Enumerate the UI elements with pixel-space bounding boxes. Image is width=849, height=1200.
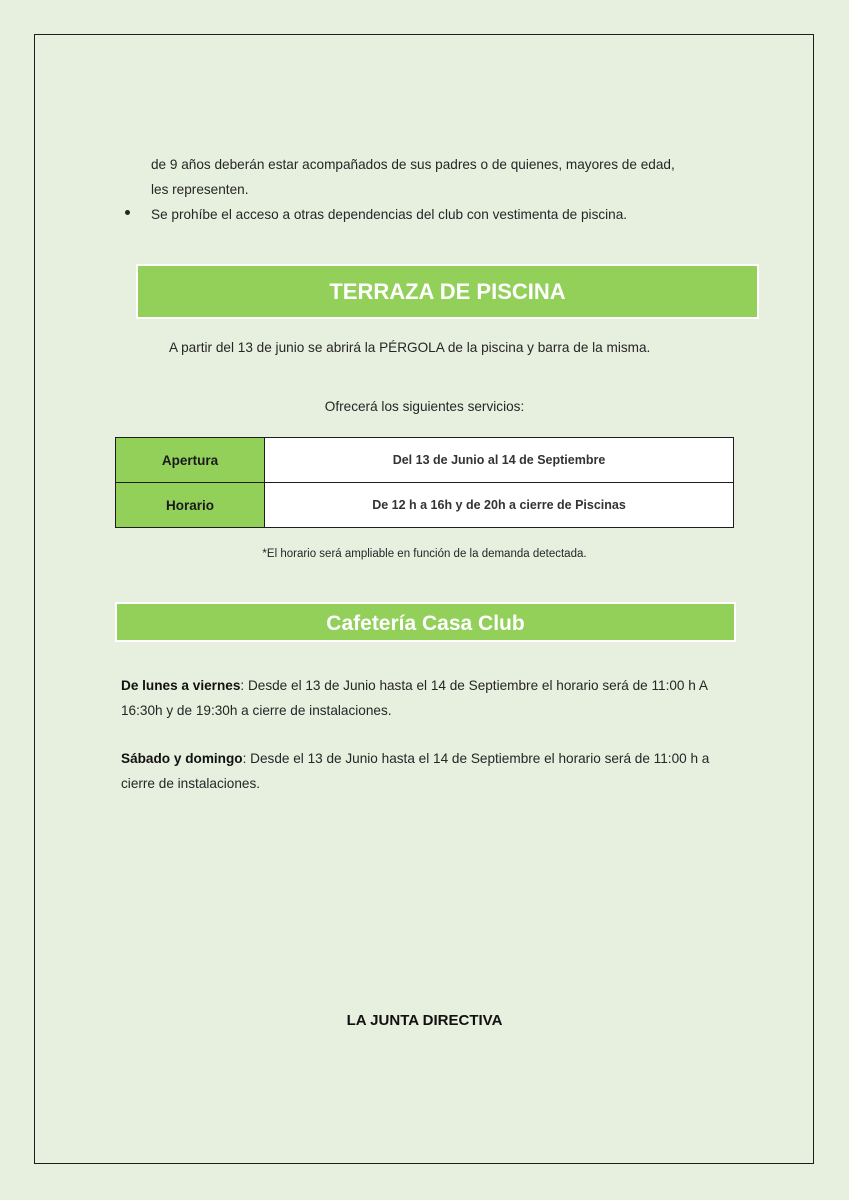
table-row (116, 483, 734, 528)
page-border (34, 34, 814, 1164)
table-row (116, 438, 734, 483)
row-label-apertura: Apertura (116, 438, 265, 483)
rules-bullet-text: Se prohíbe el acceso a otras dependencias del club con vestimenta de piscina. (151, 207, 628, 222)
schedule-note: *El horario será ampliable en función de la demanda detectada. (262, 548, 587, 560)
weekend-text: : Desde el 13 de Junio hasta el 14 de Septiembre el horario será de 11:00 h a cierre de instalaciones. (121, 751, 710, 791)
row-value-apertura: Del 13 de Junio al 14 de Septiembre (265, 438, 734, 483)
rules-continuation-line-1: de 9 años deberán estar acompañados de sus padres o de quienes, mayores de edad, (151, 157, 675, 172)
cafeteria-heading: Cafetería Casa Club (115, 602, 736, 642)
weekdays-text: : Desde el 13 de Junio hasta el 14 de Septiembre el horario será de 11:00 h A 16:30h y de 19:30h a cierre de instalaciones. (121, 678, 708, 718)
signature: LA JUNTA DIRECTIVA (346, 1012, 503, 1029)
rules-continuation-line-2: les representen. (151, 182, 249, 197)
row-label-horario: Horario (116, 483, 265, 528)
terraza-heading: TERRAZA DE PISCINA (136, 264, 759, 319)
weekend-label: Sábado y domingo (121, 751, 243, 766)
row-value-horario: De 12 h a 16h y de 20h a cierre de Piscinas (265, 483, 734, 528)
services-table (115, 437, 734, 528)
terraza-intro: A partir del 13 de junio se abrirá la PÉRGOLA de la piscina y barra de la misma. (169, 340, 651, 355)
bullet-icon (125, 210, 130, 215)
weekdays-label: De lunes a viernes (121, 678, 241, 693)
services-intro: Ofrecerá los siguientes servicios: (324, 399, 525, 414)
weekend-paragraph (121, 746, 733, 796)
weekdays-paragraph (121, 673, 733, 723)
